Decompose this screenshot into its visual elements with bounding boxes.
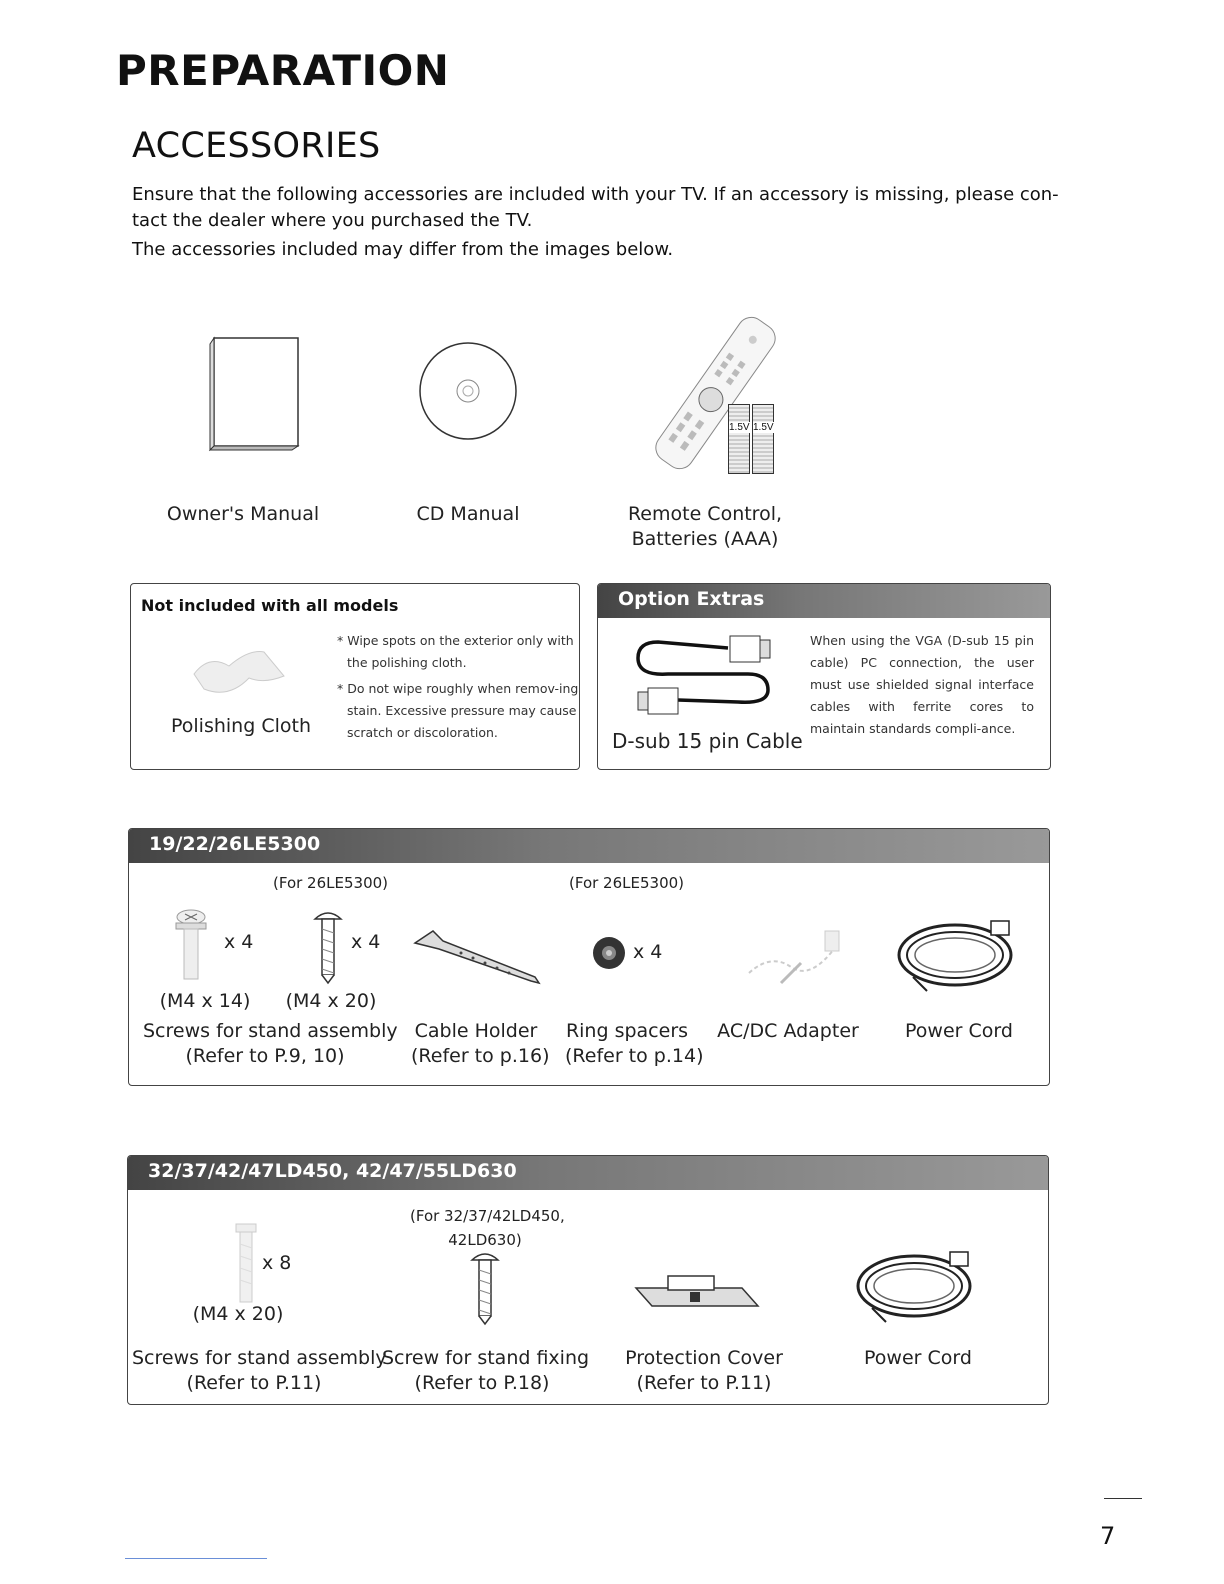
model-le5300-heading: 19/22/26LE5300 [149,833,321,855]
ring-quantity: x 4 [633,941,663,963]
protection-cover-label: Protection Cover (Refer to P.11) [625,1347,783,1394]
intro-text [132,182,1062,263]
screw-m4x20-icon [232,1222,260,1304]
polishing-cloth-label: Polishing Cloth [171,715,311,737]
for-model-note: (For 26LE5300) [273,874,389,892]
cable-holder-label: Cable Holder (Refer to p.16) [411,1020,550,1067]
screw-size-label: (M4 x 20) [285,990,377,1012]
care-notes [335,630,583,744]
remote-control-label: Remote Control, Batteries (AAA) [627,503,783,550]
section-title: ACCESSORIES [132,126,381,166]
screw-quantity: x 4 [224,931,254,953]
model-ld450-heading: 32/37/42/47LD450, 42/47/55LD630 [148,1160,517,1182]
power-cord-icon [852,1246,982,1330]
polishing-cloth-icon [189,644,289,704]
screws-stand-label: Screws for stand assembly (Refer to P.11) [132,1347,387,1394]
dsub-cable-label: D-sub 15 pin Cable [612,729,803,753]
cd-manual-label: CD Manual [416,503,520,525]
adapter-icon [741,923,851,1003]
owners-manual-label: Owner's Manual [166,503,320,525]
screw-m4x14-icon [173,909,209,981]
model-le5300-bar [129,829,1049,863]
battery-icon [728,404,750,474]
not-included-heading: Not included with all models [141,596,399,615]
cd-icon [418,340,518,442]
for-model-note: (For 26LE5300) [569,874,685,892]
ring-spacers-label: Ring spacers (Refer to p.14) [565,1020,704,1067]
stand-fixing-screw-icon [470,1248,500,1326]
page-title: PREPARATION [116,46,450,95]
screw-quantity: x 8 [262,1252,292,1274]
screws-stand-label: Screws for stand assembly (Refer to P.9, 10) [143,1020,398,1067]
intro-paragraph-2: The accessories included may differ from the images below. [132,239,674,260]
care-note: * Do not wipe roughly when remov-ing stain. Excessive pressure may cause scratch or discoloration. [337,681,579,740]
battery-icon [752,404,774,474]
model-ld450-bar [128,1156,1048,1190]
model-ld450-box [127,1155,1049,1405]
adapter-label: AC/DC Adapter [717,1020,859,1042]
model-le5300-box [128,828,1050,1086]
ring-spacer-icon [591,935,627,971]
screw-m4x20-icon [313,907,343,985]
intro-paragraph-1: Ensure that the following accessories are included with your TV. If an accessory is missing, please con-tact the dealer where you purchased the TV. [132,184,1059,231]
screw-size-label: (M4 x 14) [159,990,251,1012]
option-extras-box [597,583,1051,770]
page-number: 7 [1100,1522,1116,1550]
batteries-icon [726,400,776,474]
dsub-cable-icon [618,628,788,718]
for-model-note: (For 32/37/42LD450, 42LD630) [410,1207,565,1249]
option-extras-text: When using the VGA (D-sub 15 pin cable) PC connection, the user must use shielded signal interface cables with ferrite cores to maintain standards compli-ance. [810,633,1034,736]
care-note: * Wipe spots on the exterior only with the polishing cloth. [337,633,574,670]
power-cord-label: Power Cord [864,1347,972,1369]
cable-holder-icon [411,925,541,989]
page-number-rule [1104,1498,1142,1499]
footer-rule [125,1558,267,1559]
stand-fixing-label: Screw for stand fixing (Refer to P.18) [382,1347,590,1394]
option-extras-bar [598,584,1050,618]
option-extras-heading: Option Extras [618,588,765,610]
screw-quantity: x 4 [351,931,381,953]
battery-label: 1.5V [753,422,774,433]
protection-cover-icon [632,1266,762,1312]
power-cord-icon [893,915,1023,999]
manual-book-icon [208,336,300,454]
screw-size-label: (M4 x 20) [192,1303,284,1325]
power-cord-label: Power Cord [905,1020,1013,1042]
not-included-box [130,583,580,770]
battery-label: 1.5V [729,422,750,433]
